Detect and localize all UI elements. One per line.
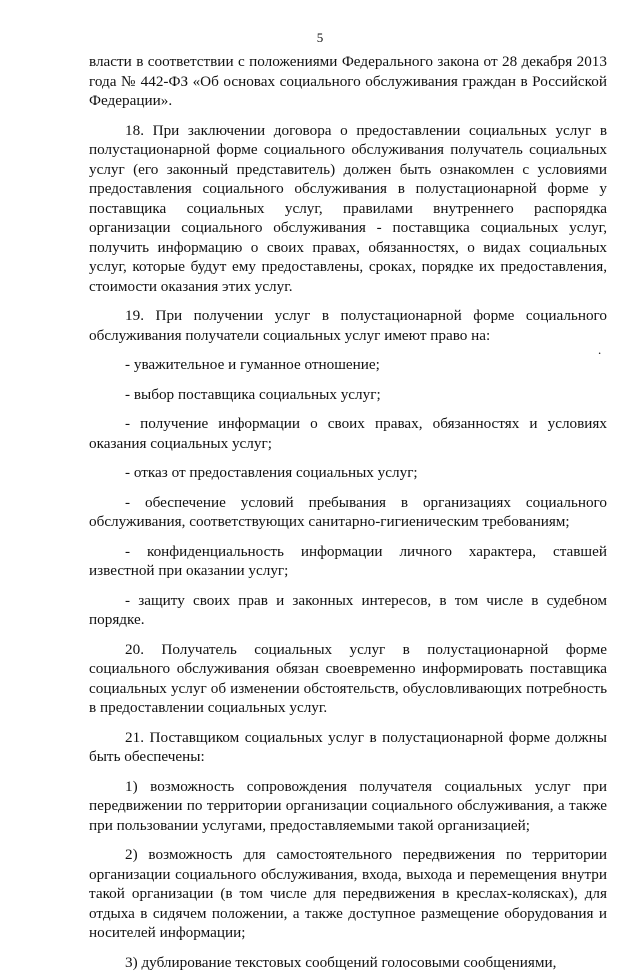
document-body [89, 52, 607, 972]
paragraph-21: 21. Поставщиком социальных услуг в полустационарной форме должны быть обеспечены: [89, 728, 607, 767]
right-item-respect: - уважительное и гуманное отношение; [89, 355, 607, 375]
page-number: 5 [0, 30, 640, 46]
provision-item-2: 2) возможность для самостоятельного передвижения по территории организации социального обслуживания, входа, выхода и перемещения внутри такой организации (в том числе для передвижения в креслах-колясках), для отдыха в сидячем положении, а также доступное размещение оборудования и носителей информации; [89, 845, 607, 943]
paragraph-20: 20. Получатель социальных услуг в полустационарной форме социального обслуживания обязан своевременно информировать поставщика социальных услуг об изменении обстоятельств, обусловливающих потребность в предоставлении социальных услуг. [89, 640, 607, 718]
right-item-confidentiality: - конфиденциальность информации личного характера, ставшей известной при оказании услуг; [89, 542, 607, 581]
provision-item-1: 1) возможность сопровождения получателя социальных услуг при передвижении по территории организации социального обслуживания, а также при пользовании услугами, предоставляемыми такой организацией; [89, 777, 607, 836]
right-item-protection: - защиту своих прав и законных интересов, в том числе в судебном порядке. [89, 591, 607, 630]
right-item-conditions: - обеспечение условий пребывания в организациях социального обслуживания, соответствующих санитарно-гигиеническим требованиям; [89, 493, 607, 532]
paragraph-19: 19. При получении услуг в полустационарной форме социального обслуживания получатели социальных услуг имеют право на: [89, 306, 607, 345]
paragraph-continuation: власти в соответствии с положениями Федерального закона от 28 декабря 2013 года № 442-ФЗ «Об основах социального обслуживания граждан в Российской Федерации». [89, 52, 607, 111]
paragraph-18: 18. При заключении договора о предоставлении социальных услуг в полустационарной форме социального обслуживания получатель социальных услуг (его законный представитель) должен быть ознакомлен с условиями предоставления социального обслуживания в полустационарной форме у поставщика социальных услуг, правилами внутреннего распорядка организации социального обслуживания - поставщика социальных услуг, получить информацию о своих правах, обязанностях, о видах социальных услуг, которые будут ему предоставлены, сроках, порядке их предоставления, стоимости оказания этих услуг. [89, 121, 607, 297]
right-item-information: - получение информации о своих правах, обязанностях и условиях оказания социальных услуг; [89, 414, 607, 453]
provision-item-3: 3) дублирование текстовых сообщений голосовыми сообщениями, [89, 953, 607, 972]
stray-mark: . [598, 342, 601, 358]
right-item-provider-choice: - выбор поставщика социальных услуг; [89, 385, 607, 405]
right-item-refusal: - отказ от предоставления социальных услуг; [89, 463, 607, 483]
